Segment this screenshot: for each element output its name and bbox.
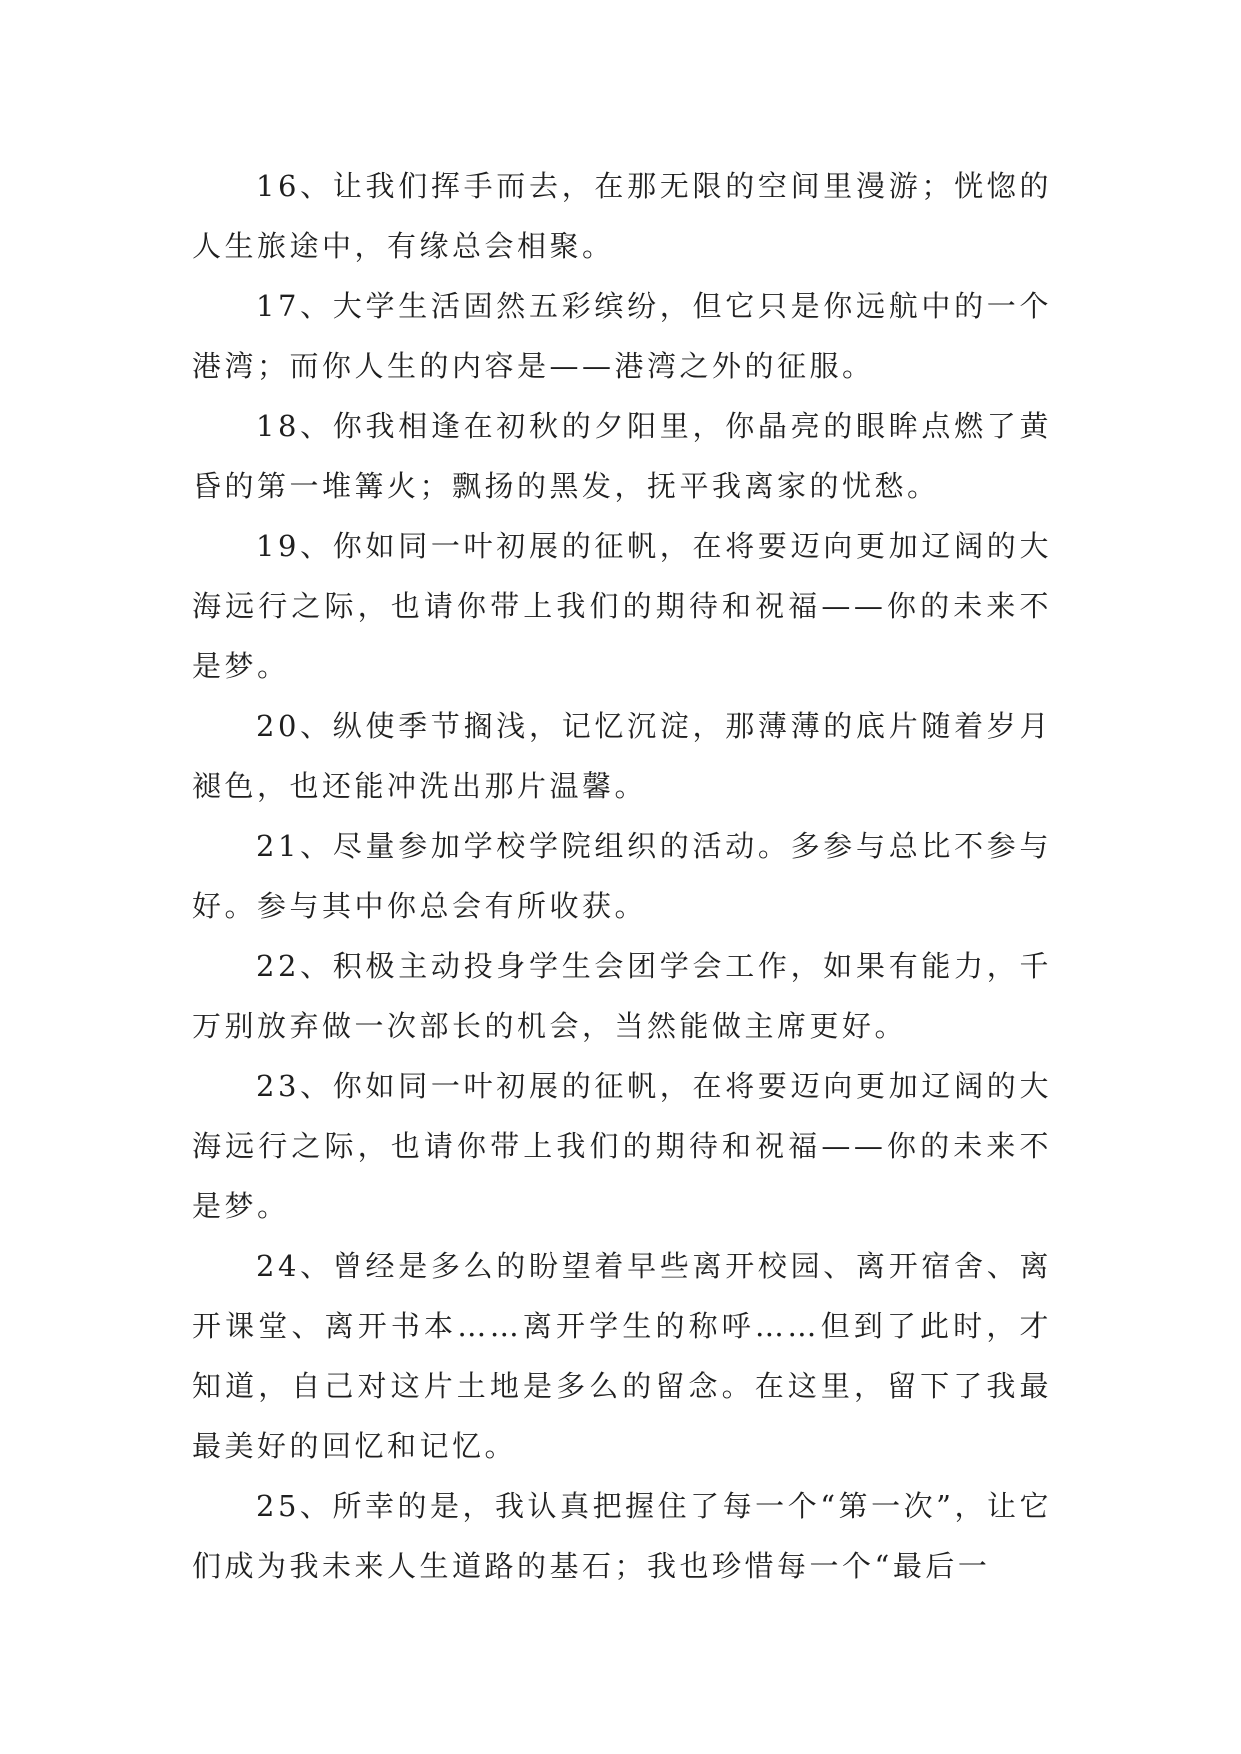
paragraph-19: 19、你如同一叶初展的征帆，在将要迈向更加辽阔的大海远行之际，也请你带上我们的期待和祝福——你的未来不是梦。 (192, 529, 1052, 683)
paragraph-16: 16、让我们挥手而去，在那无限的空间里漫游；恍惚的人生旅途中，有缘总会相聚。 (192, 169, 1052, 263)
document-body (192, 156, 1052, 1596)
paragraph-25: 25、所幸的是，我认真把握住了每一个“第一次”，让它们成为我未来人生道路的基石；我也珍惜每一个“最后一 (192, 1489, 1052, 1583)
paragraph-23: 23、你如同一叶初展的征帆，在将要迈向更加辽阔的大海远行之际，也请你带上我们的期待和祝福——你的未来不是梦。 (192, 1069, 1052, 1223)
paragraph-22: 22、积极主动投身学生会团学会工作，如果有能力，千万别放弃做一次部长的机会，当然能做主席更好。 (192, 949, 1052, 1043)
paragraph-18: 18、你我相逢在初秋的夕阳里，你晶亮的眼眸点燃了黄昏的第一堆篝火；飘扬的黑发，抚平我离家的忧愁。 (192, 409, 1052, 503)
paragraph-24: 24、曾经是多么的盼望着早些离开校园、离开宿舍、离开课堂、离开书本……离开学生的称呼……但到了此时，才知道，自己对这片土地是多么的留念。在这里，留下了我最最美好的回忆和记忆。 (192, 1249, 1052, 1463)
paragraph-20: 20、纵使季节搁浅，记忆沉淀，那薄薄的底片随着岁月褪色，也还能冲洗出那片温馨。 (192, 709, 1052, 803)
paragraph-17: 17、大学生活固然五彩缤纷，但它只是你远航中的一个港湾；而你人生的内容是——港湾之外的征服。 (192, 289, 1052, 383)
paragraph-21: 21、尽量参加学校学院组织的活动。多参与总比不参与好。参与其中你总会有所收获。 (192, 829, 1052, 923)
